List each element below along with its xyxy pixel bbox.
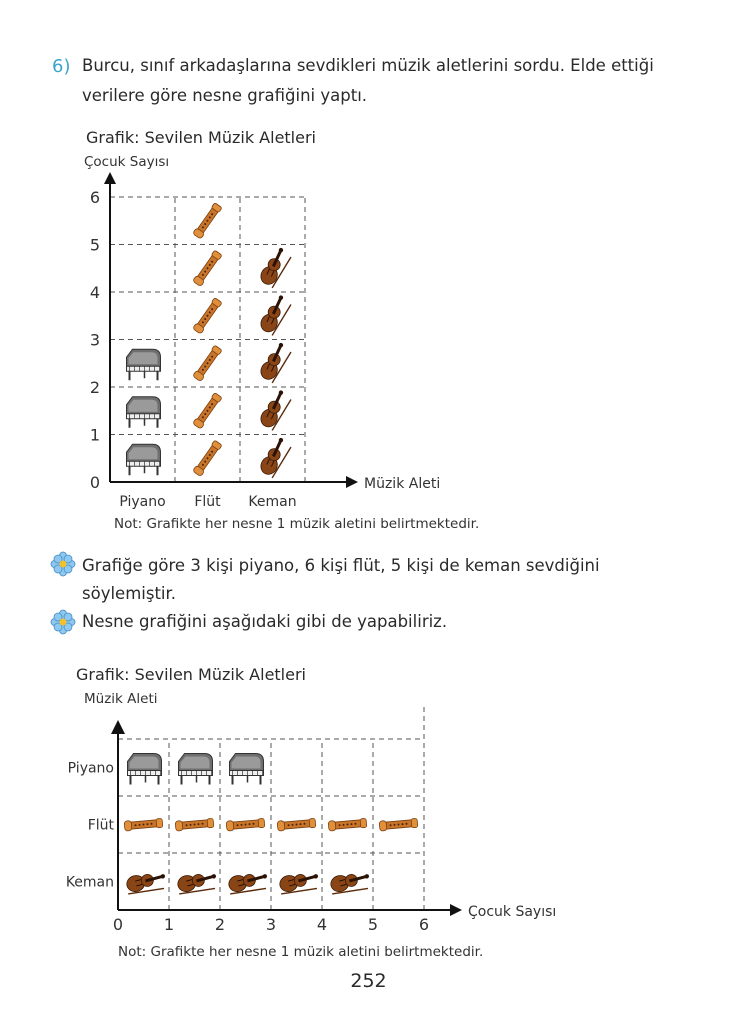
graph1-note: Not: Grafikte her nesne 1 müzik aletini belirtmektedir. [114,516,480,532]
flute-icon [273,801,321,848]
graph1-y-axis-label: Çocuk Sayısı [84,154,170,170]
x-tick-label: 4 [316,915,328,934]
y-tick-label: 2 [89,378,100,397]
category-label: Piyano [119,494,166,510]
flute-icon [222,801,270,848]
y-tick-label: 3 [89,330,100,350]
flute-icon [193,250,223,287]
y-axis-arrow [104,172,116,184]
graph1-chart [80,170,480,515]
question-text-line1: Burcu, sınıf arkadaşlarına sevdikleri müzik aletlerini sordu. Elde ettiği [82,56,654,75]
flute-icon [120,801,168,848]
violin-icon [271,855,328,911]
graph2-chart [60,700,570,935]
violin-icon [220,855,277,911]
violin-icon [118,855,175,911]
x-axis-arrow [346,476,358,488]
category-label: Piyano [67,760,114,777]
x-axis-label: Müzik Aleti [364,476,441,492]
category-label: Keman [65,874,114,891]
y-tick-label: 4 [89,283,100,302]
x-tick-label: 2 [214,915,226,934]
question-text-line2: verilere göre nesne grafiğini yaptı. [82,86,368,105]
x-axis-arrow [450,904,462,916]
flute-icon [193,440,223,477]
page-number: 252 [350,970,387,992]
x-tick-label: 5 [367,915,379,934]
graph1-title: Grafik: Sevilen Müzik Aletleri [86,128,316,147]
bullet1-line1: Grafiğe göre 3 kişi piyano, 6 kişi flüt, 5 kişi de keman sevdiğini [82,556,600,575]
x-tick-label: 3 [265,915,277,934]
flower-icon [50,551,76,577]
violin-icon [322,855,379,911]
y-tick-label: 6 [89,188,100,207]
piano-icon [230,754,264,785]
category-label: Flüt [194,494,221,510]
flute-icon [193,297,223,334]
question-number: 6) [52,56,71,77]
x-axis-label: Çocuk Sayısı [468,904,557,920]
piano-icon [127,349,161,380]
violin-icon [169,855,226,911]
violin-icon [258,387,293,432]
x-tick-label: 6 [418,915,430,934]
piano-icon [128,754,162,785]
violin-icon [258,340,293,385]
bullet2-text: Nesne grafiğini aşağıdaki gibi de yapabiliriz. [82,612,448,631]
violin-icon [258,435,293,480]
graph2-note: Not: Grafikte her nesne 1 müzik aletini belirtmektedir. [118,944,484,960]
x-tick-label: 1 [163,915,175,934]
y-tick-label: 0 [89,473,100,492]
violin-icon [258,292,293,337]
flute-icon [171,801,219,848]
flute-icon [193,202,223,239]
violin-icon [258,245,293,290]
flute-icon [193,345,223,382]
y-tick-label: 5 [89,235,100,255]
piano-icon [179,754,213,785]
graph2-y-axis-label: Müzik Aleti [84,691,158,707]
graph2-title: Grafik: Sevilen Müzik Aletleri [76,665,306,684]
flower-icon [50,609,76,635]
piano-icon [127,397,161,428]
flute-icon [193,392,223,429]
category-label: Keman [248,494,297,510]
y-axis-arrow [111,720,125,734]
piano-icon [127,444,161,475]
flute-icon [375,801,423,848]
category-label: Flüt [87,817,114,834]
y-tick-label: 1 [89,425,100,445]
x-tick-label: 0 [112,915,124,934]
bullet1-line2: söylemiştir. [82,584,177,603]
flute-icon [324,801,372,848]
